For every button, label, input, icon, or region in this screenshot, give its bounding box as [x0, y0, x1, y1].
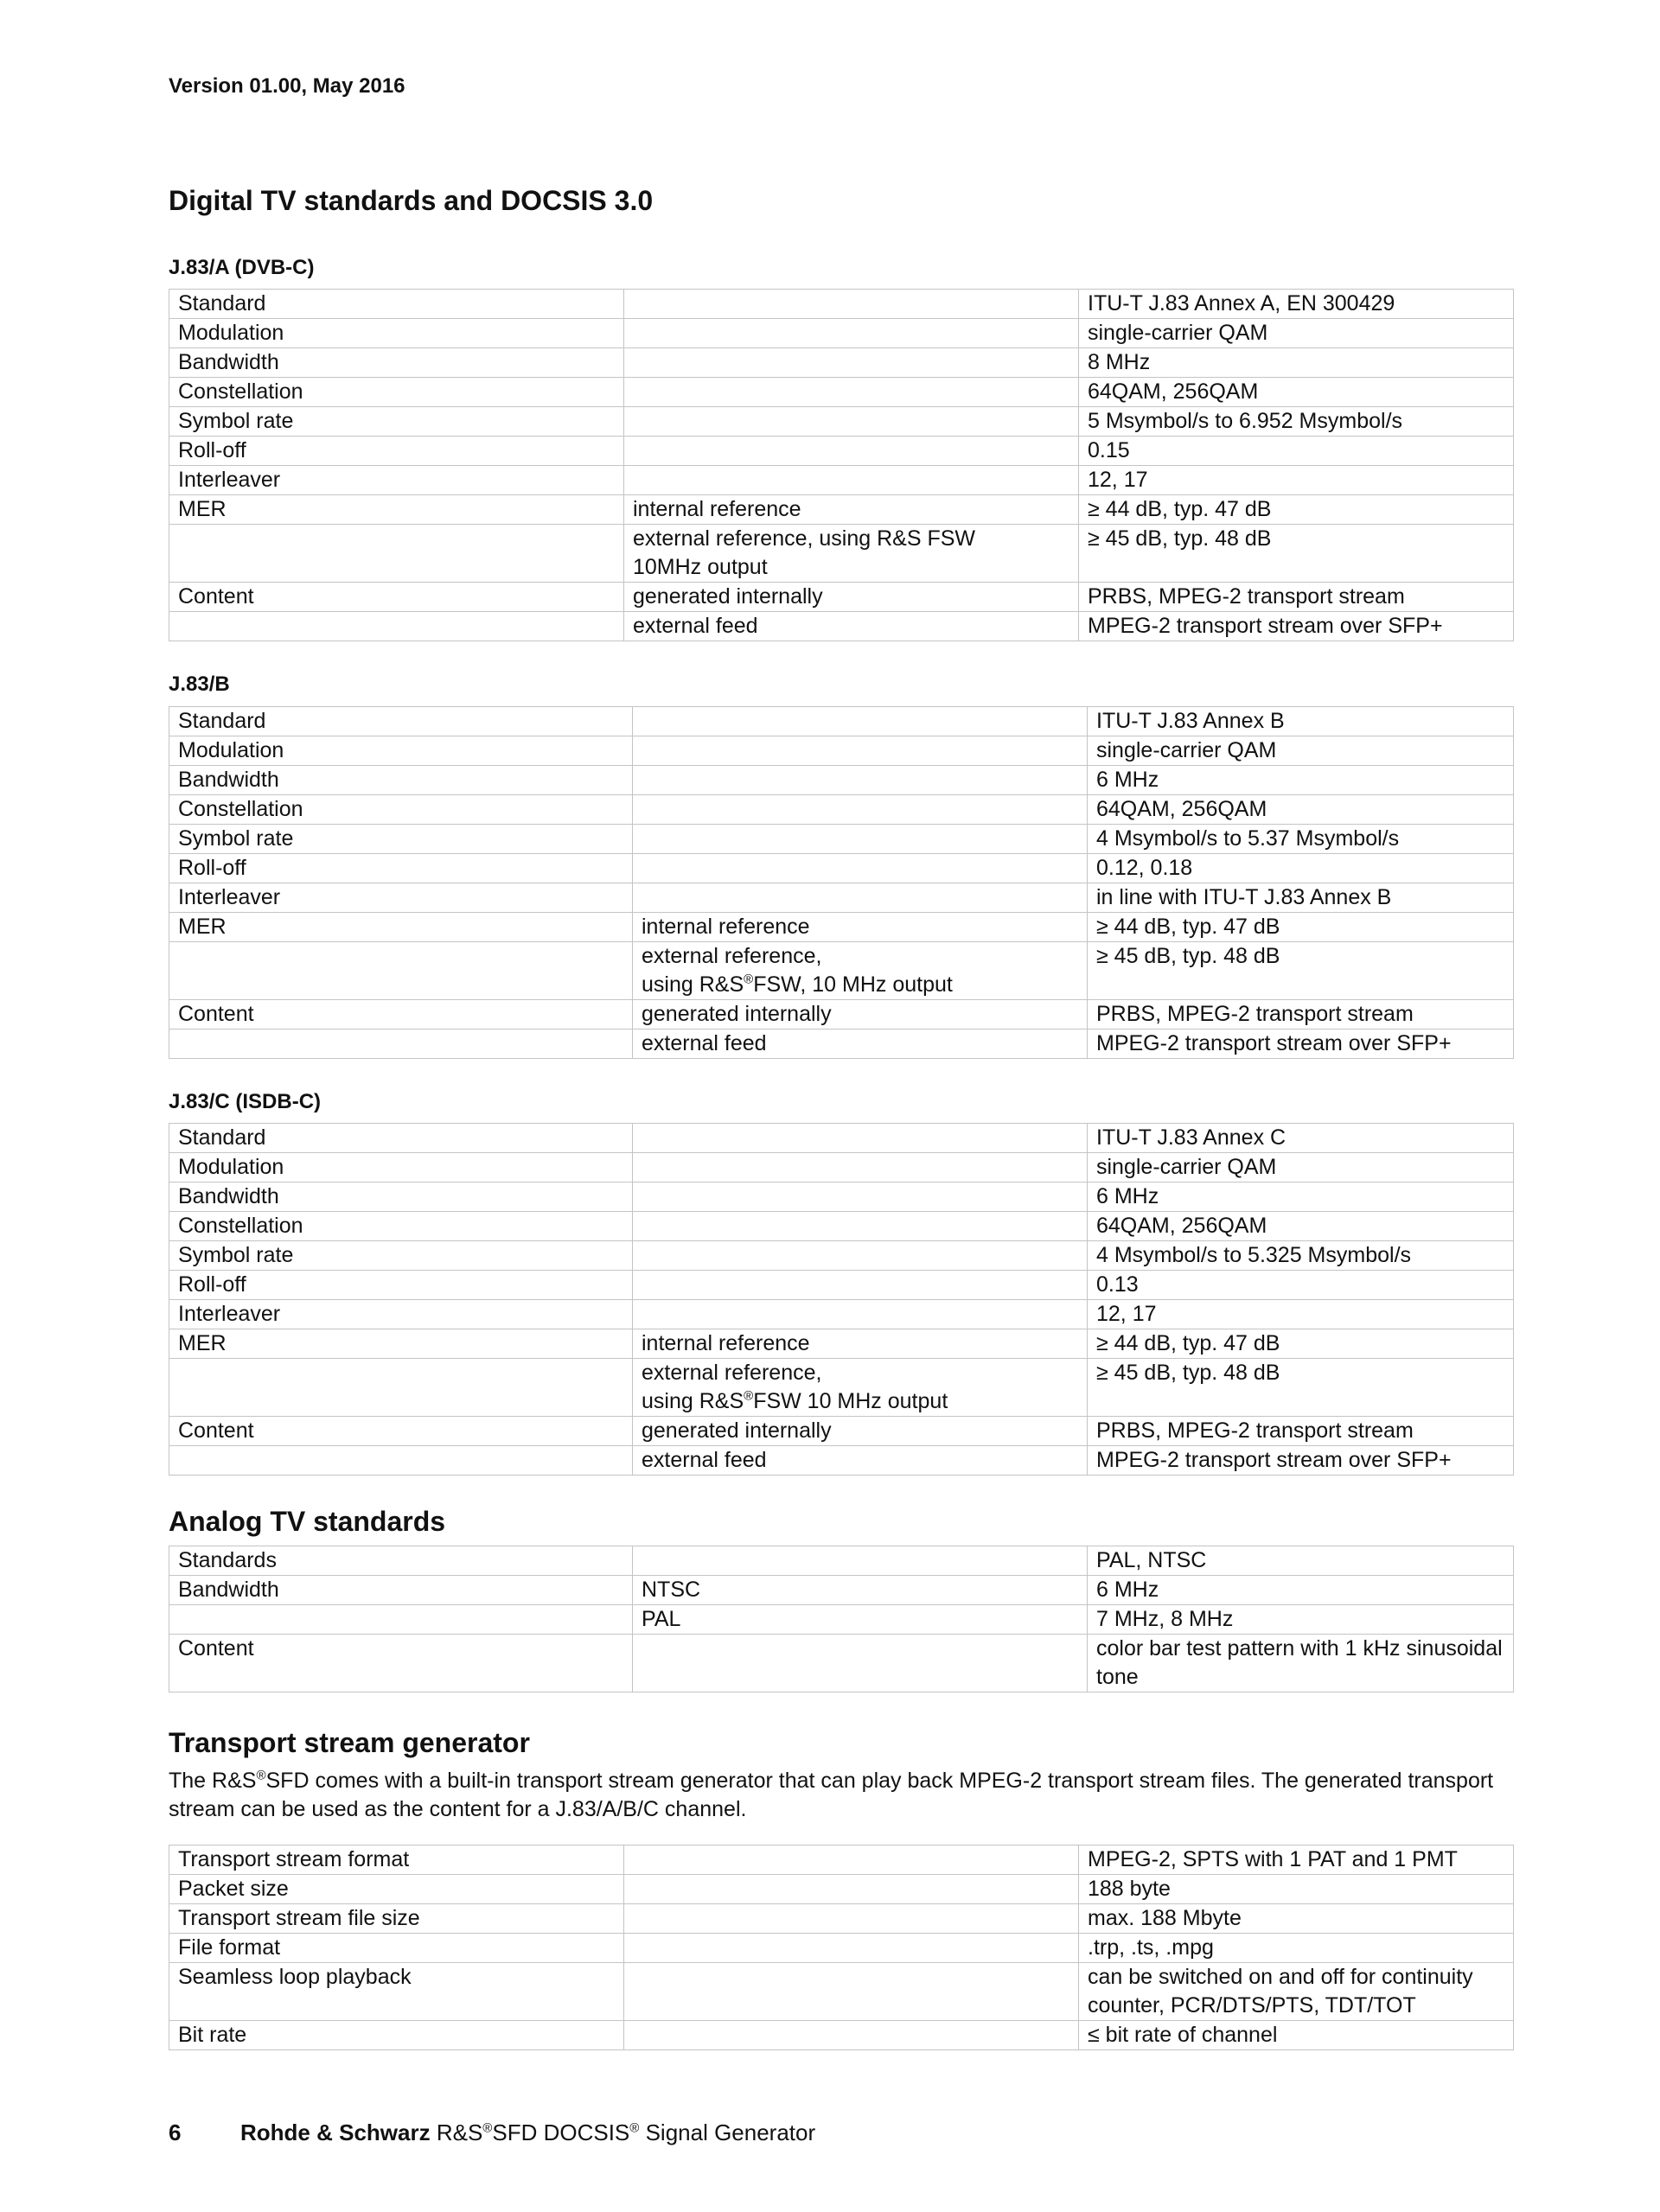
table-cell	[633, 1241, 1088, 1271]
table-row	[169, 825, 1514, 854]
table-cell: 4 Msymbol/s to 5.37 Msymbol/s	[1088, 825, 1514, 854]
table-cell: 12, 17	[1088, 1300, 1514, 1329]
table-cell	[633, 1212, 1088, 1241]
table-cell: 5 Msymbol/s to 6.952 Msymbol/s	[1079, 407, 1514, 437]
cell-line: color bar test pattern with 1 kHz sinusoidal	[1096, 1636, 1503, 1661]
table-cell: 6 MHz	[1088, 766, 1514, 795]
table-cell: Transport stream file size	[169, 1904, 624, 1934]
table-cell: in line with ITU-T J.83 Annex B	[1088, 883, 1514, 913]
table-cell: PRBS, MPEG-2 transport stream	[1088, 1000, 1514, 1030]
table-cell: Interleaver	[169, 1300, 633, 1329]
table-cell: Bandwidth	[169, 766, 633, 795]
table-cell: ≥ 44 dB, typ. 47 dB	[1079, 495, 1514, 525]
table-cell	[633, 1182, 1088, 1212]
table-row	[169, 1124, 1514, 1153]
table-cell: Seamless loop playback	[169, 1963, 624, 2021]
cell-line: 10MHz output	[633, 555, 768, 579]
table-cell	[633, 795, 1088, 825]
table-cell: Roll-off	[169, 437, 624, 466]
table-cell: Constellation	[169, 378, 624, 407]
table-cell: external feed	[633, 1446, 1088, 1476]
table-row	[169, 795, 1514, 825]
table-row	[169, 525, 1514, 583]
table-cell: Content	[169, 1635, 633, 1692]
table-row	[169, 1300, 1514, 1329]
table-cell: Modulation	[169, 1153, 633, 1182]
table-cell: 0.15	[1079, 437, 1514, 466]
table-cell	[624, 1934, 1079, 1963]
table-cell: Interleaver	[169, 466, 624, 495]
table-cell: Standard	[169, 290, 624, 319]
page-footer	[169, 2120, 815, 2146]
footer-product-name: SFD DOCSIS	[492, 2120, 630, 2145]
table-cell: ≥ 45 dB, typ. 48 dB	[1088, 1359, 1514, 1417]
table-row	[169, 1845, 1514, 1875]
table-cell: single-carrier QAM	[1088, 1153, 1514, 1182]
table-row	[169, 1417, 1514, 1446]
para-text-start: The R&S	[169, 1769, 257, 1793]
table-cell: ITU-T J.83 Annex C	[1088, 1124, 1514, 1153]
table-cell: .trp, .ts, .mpg	[1079, 1934, 1514, 1963]
table-cell	[624, 1904, 1079, 1934]
table-cell: 64QAM, 256QAM	[1088, 795, 1514, 825]
table-cell	[624, 466, 1079, 495]
table-row	[169, 466, 1514, 495]
table-cell	[624, 1875, 1079, 1904]
table-cell: Symbol rate	[169, 407, 624, 437]
table-row	[169, 290, 1514, 319]
table-cell: Constellation	[169, 1212, 633, 1241]
table-cell: NTSC	[633, 1576, 1088, 1605]
table-row	[169, 1963, 1514, 2021]
table-analog	[169, 1546, 1514, 1692]
cell-line: external reference,	[642, 944, 822, 968]
table-cell: PRBS, MPEG-2 transport stream	[1079, 583, 1514, 612]
registered-mark: ®	[482, 2120, 493, 2136]
table-cell	[633, 1153, 1088, 1182]
table-cell: Symbol rate	[169, 1241, 633, 1271]
table-cell	[633, 1124, 1088, 1153]
registered-mark: ®	[744, 972, 754, 987]
table-cell: Modulation	[169, 736, 633, 766]
cell-line	[642, 1387, 1078, 1416]
table-cell	[633, 766, 1088, 795]
subsection-title-j83c: J.83/C (ISDB-C)	[169, 1090, 322, 1113]
table-cell: internal reference	[633, 1329, 1088, 1359]
table-cell: PAL, NTSC	[1088, 1546, 1514, 1576]
table-cell: 8 MHz	[1079, 348, 1514, 378]
table-cell	[1088, 1635, 1514, 1692]
cell-text: using R&S	[642, 972, 744, 997]
table-cell: Content	[169, 1417, 633, 1446]
table-cell: ≥ 44 dB, typ. 47 dB	[1088, 1329, 1514, 1359]
cell-line	[642, 971, 1078, 999]
table-cell: Transport stream format	[169, 1845, 624, 1875]
table-cell: PRBS, MPEG-2 transport stream	[1088, 1417, 1514, 1446]
section-title-digital-tv: Digital TV standards and DOCSIS 3.0	[169, 185, 654, 216]
table-row	[169, 1271, 1514, 1300]
table-cell: generated internally	[624, 583, 1079, 612]
subsection-title-j83b: J.83/B	[169, 673, 230, 696]
table-cell: 12, 17	[1079, 466, 1514, 495]
section-title-analog-tv: Analog TV standards	[169, 1506, 446, 1537]
table-row	[169, 1934, 1514, 1963]
subsection-title-j83a: J.83/A (DVB-C)	[169, 256, 315, 279]
registered-mark: ®	[629, 2120, 640, 2136]
table-row	[169, 1329, 1514, 1359]
table-cell: 64QAM, 256QAM	[1088, 1212, 1514, 1241]
table-cell	[169, 525, 624, 583]
table-cell: Packet size	[169, 1875, 624, 1904]
table-cell: MPEG-2 transport stream over SFP+	[1088, 1446, 1514, 1476]
table-cell	[169, 942, 633, 1000]
table-cell: Bandwidth	[169, 348, 624, 378]
table-cell: Constellation	[169, 795, 633, 825]
table-cell: ≥ 45 dB, typ. 48 dB	[1079, 525, 1514, 583]
table-cell: 188 byte	[1079, 1875, 1514, 1904]
table-cell	[624, 407, 1079, 437]
table-row	[169, 1546, 1514, 1576]
table-row	[169, 495, 1514, 525]
cell-line: tone	[1096, 1665, 1139, 1689]
table-cell: generated internally	[633, 1417, 1088, 1446]
table-cell: max. 188 Mbyte	[1079, 1904, 1514, 1934]
table-cell: PAL	[633, 1605, 1088, 1635]
table-cell	[633, 883, 1088, 913]
table-row	[169, 707, 1514, 736]
table-cell: MER	[169, 913, 633, 942]
table-cell	[633, 942, 1088, 1000]
table-cell: Roll-off	[169, 854, 633, 883]
table-cell: File format	[169, 1934, 624, 1963]
table-cell: MER	[169, 495, 624, 525]
table-cell: 0.13	[1088, 1271, 1514, 1300]
table-cell: external feed	[624, 612, 1079, 641]
table-cell	[1079, 1963, 1514, 2021]
table-cell: Standards	[169, 1546, 633, 1576]
table-cell	[169, 1446, 633, 1476]
table-row	[169, 913, 1514, 942]
table-cell: Bandwidth	[169, 1182, 633, 1212]
table-cell: 6 MHz	[1088, 1182, 1514, 1212]
table-cell	[633, 707, 1088, 736]
table-row	[169, 1153, 1514, 1182]
table-cell: ITU-T J.83 Annex A, EN 300429	[1079, 290, 1514, 319]
table-row	[169, 1241, 1514, 1271]
cell-text: using R&S	[642, 1389, 744, 1413]
table-cell	[624, 437, 1079, 466]
footer-product-prefix: R&S	[436, 2120, 483, 2145]
footer-product-suffix: Signal Generator	[645, 2120, 816, 2145]
page-number: 6	[169, 2120, 182, 2145]
table-row	[169, 348, 1514, 378]
table-cell: Standard	[169, 707, 633, 736]
table-row	[169, 1635, 1514, 1692]
table-cell	[624, 290, 1079, 319]
table-cell	[169, 612, 624, 641]
table-cell: Roll-off	[169, 1271, 633, 1300]
table-j83b	[169, 706, 1514, 1059]
table-cell: Content	[169, 1000, 633, 1030]
table-cell: Modulation	[169, 319, 624, 348]
cell-line: can be switched on and off for continuity	[1088, 1965, 1473, 1989]
table-cell	[633, 1546, 1088, 1576]
table-ts-generator	[169, 1845, 1514, 2050]
table-cell	[633, 736, 1088, 766]
table-cell	[624, 1963, 1079, 2021]
table-row	[169, 378, 1514, 407]
table-cell	[624, 2021, 1079, 2050]
table-cell: 7 MHz, 8 MHz	[1088, 1605, 1514, 1635]
table-row	[169, 883, 1514, 913]
cell-text: FSW, 10 MHz output	[753, 972, 953, 997]
table-row	[169, 1446, 1514, 1476]
table-row	[169, 1605, 1514, 1635]
table-cell	[624, 525, 1079, 583]
table-cell	[624, 348, 1079, 378]
table-cell: Bit rate	[169, 2021, 624, 2050]
table-cell	[633, 825, 1088, 854]
table-cell: internal reference	[624, 495, 1079, 525]
table-cell	[633, 1359, 1088, 1417]
table-cell: Symbol rate	[169, 825, 633, 854]
table-row	[169, 407, 1514, 437]
table-cell: single-carrier QAM	[1088, 736, 1514, 766]
table-cell	[169, 1605, 633, 1635]
table-row	[169, 1359, 1514, 1417]
cell-line: counter, PCR/DTS/PTS, TDT/TOT	[1088, 1993, 1416, 2018]
table-cell: MER	[169, 1329, 633, 1359]
para-text-rest: SFD comes with a built-in transport stream generator that can play back MPEG-2 transport stream files. The generated transport stream can be used as the content for a J.83/A/B/C channel.	[169, 1769, 1494, 1821]
table-cell	[633, 1300, 1088, 1329]
table-row	[169, 1182, 1514, 1212]
table-cell	[633, 1635, 1088, 1692]
table-j83a	[169, 289, 1514, 641]
registered-mark: ®	[256, 1768, 266, 1783]
cell-text: FSW 10 MHz output	[753, 1389, 948, 1413]
table-cell: ITU-T J.83 Annex B	[1088, 707, 1514, 736]
cell-line: external reference,	[642, 1361, 822, 1385]
table-row	[169, 583, 1514, 612]
table-row	[169, 1030, 1514, 1059]
registered-mark: ®	[744, 1388, 754, 1404]
table-cell: ≥ 44 dB, typ. 47 dB	[1088, 913, 1514, 942]
table-cell: external feed	[633, 1030, 1088, 1059]
table-row	[169, 1576, 1514, 1605]
table-row	[169, 2021, 1514, 2050]
table-cell: Content	[169, 583, 624, 612]
table-cell: ≤ bit rate of channel	[1079, 2021, 1514, 2050]
table-cell: Bandwidth	[169, 1576, 633, 1605]
table-cell	[624, 378, 1079, 407]
table-row	[169, 612, 1514, 641]
table-row	[169, 319, 1514, 348]
table-cell: MPEG-2 transport stream over SFP+	[1079, 612, 1514, 641]
table-cell: ≥ 45 dB, typ. 48 dB	[1088, 942, 1514, 1000]
table-cell	[169, 1030, 633, 1059]
table-cell: 6 MHz	[1088, 1576, 1514, 1605]
footer-brand: Rohde & Schwarz	[240, 2120, 431, 2145]
table-cell: generated internally	[633, 1000, 1088, 1030]
table-row	[169, 736, 1514, 766]
version-header: Version 01.00, May 2016	[169, 74, 405, 98]
table-row	[169, 854, 1514, 883]
table-cell	[633, 854, 1088, 883]
table-cell: MPEG-2, SPTS with 1 PAT and 1 PMT	[1079, 1845, 1514, 1875]
table-cell	[169, 1359, 633, 1417]
table-cell	[624, 1845, 1079, 1875]
table-row	[169, 942, 1514, 1000]
table-j83c	[169, 1123, 1514, 1476]
table-row	[169, 1212, 1514, 1241]
ts-generator-description	[169, 1767, 1517, 1824]
table-cell: 0.12, 0.18	[1088, 854, 1514, 883]
table-cell: single-carrier QAM	[1079, 319, 1514, 348]
table-row	[169, 766, 1514, 795]
table-cell: Standard	[169, 1124, 633, 1153]
cell-line: external reference, using R&S FSW	[633, 526, 975, 551]
table-row	[169, 1875, 1514, 1904]
table-row	[169, 1000, 1514, 1030]
table-row	[169, 437, 1514, 466]
table-cell: Interleaver	[169, 883, 633, 913]
table-cell	[624, 319, 1079, 348]
table-cell	[633, 1271, 1088, 1300]
table-cell: 4 Msymbol/s to 5.325 Msymbol/s	[1088, 1241, 1514, 1271]
table-cell: 64QAM, 256QAM	[1079, 378, 1514, 407]
table-cell: MPEG-2 transport stream over SFP+	[1088, 1030, 1514, 1059]
table-cell: internal reference	[633, 913, 1088, 942]
table-row	[169, 1904, 1514, 1934]
section-title-ts-generator: Transport stream generator	[169, 1727, 530, 1758]
